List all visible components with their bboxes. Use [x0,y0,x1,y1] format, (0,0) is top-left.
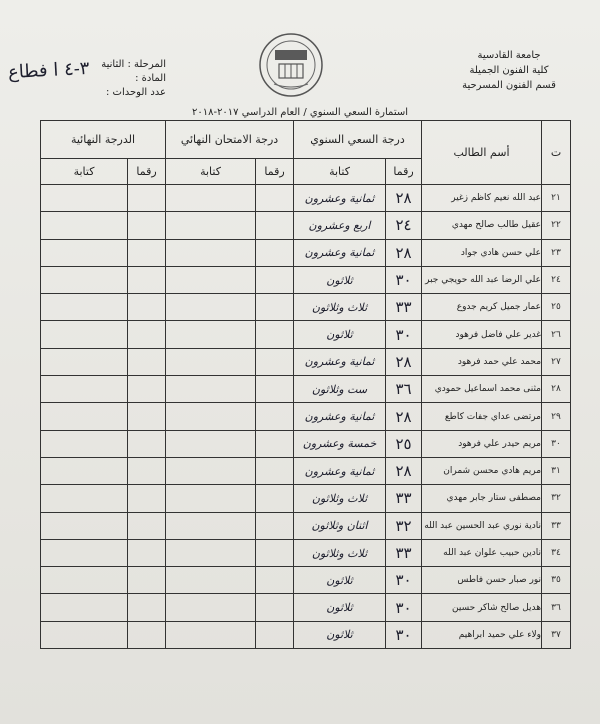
row-number: ٣١ [542,457,571,484]
effort-words: ثلاث وثلاثون [294,294,386,321]
final-digits [128,403,166,430]
student-name: عمار جميل كريم جدوع [422,294,542,321]
final-digits [128,539,166,566]
effort-digits: ٣٦ [386,376,422,403]
row-number: ٢٧ [542,348,571,375]
final-words [41,539,128,566]
effort-words: ثلاث وثلاثون [294,539,386,566]
exam-words [166,212,256,239]
exam-words [166,457,256,484]
table-row [41,567,571,594]
effort-words: اثنان وثلاثون [294,512,386,539]
final-words [41,594,128,621]
row-number: ٢٩ [542,403,571,430]
final-words [41,348,128,375]
subheader-digits: رقما [256,159,294,185]
subheader-words: كتابة [41,159,128,185]
exam-words [166,539,256,566]
student-name: نادين حبيب علوان عبد الله [422,539,542,566]
exam-digits [256,239,294,266]
exam-words [166,321,256,348]
exam-words [166,266,256,293]
effort-digits: ٣٠ [386,567,422,594]
row-number: ٢٦ [542,321,571,348]
effort-words: ثمانية وعشرون [294,348,386,375]
exam-digits [256,485,294,512]
table-row [41,212,571,239]
effort-digits: ٣٠ [386,266,422,293]
effort-words: ثلاثون [294,594,386,621]
student-name: مريم حيدر علي فرهود [422,430,542,457]
final-digits [128,485,166,512]
final-digits [128,621,166,648]
student-name: مصطفى ستار جابر مهدي [422,485,542,512]
table-row [41,621,571,648]
final-words [41,321,128,348]
department-name: قسم الفنون المسرحية [462,80,556,91]
final-digits [128,376,166,403]
final-digits [128,294,166,321]
row-number: ٢٢ [542,212,571,239]
effort-digits: ٢٨ [386,403,422,430]
exam-digits [256,430,294,457]
col-header-student-name: أسم الطالب [422,121,542,185]
col-header-num: ت [542,121,571,185]
col-header-final-grade: الدرجة النهائية [41,121,166,159]
final-digits [128,512,166,539]
exam-digits [256,185,294,212]
student-name: علي حسن هادي جواد [422,239,542,266]
row-number: ٢١ [542,185,571,212]
table-row [41,430,571,457]
final-words [41,294,128,321]
stage-label: المرحلة : الثانية [101,59,166,70]
subheader-words: كتابة [166,159,256,185]
effort-words: خمسة وعشرون [294,430,386,457]
student-name: علي الرضا عبد الله حويجي جبر [422,266,542,293]
final-digits [128,348,166,375]
effort-digits: ٢٨ [386,239,422,266]
final-digits [128,239,166,266]
college-name: كلية الفنون الجميلة [469,65,549,76]
final-words [41,512,128,539]
final-digits [128,212,166,239]
row-number: ٣٦ [542,594,571,621]
effort-words: ثمانية وعشرون [294,185,386,212]
table-row [41,485,571,512]
effort-words: ثمانية وعشرون [294,457,386,484]
effort-words: ثلاثون [294,321,386,348]
final-words [41,457,128,484]
course-info [76,58,166,100]
university-name: جامعة القادسية [477,50,541,61]
final-words [41,430,128,457]
table-row [41,539,571,566]
effort-words: اربع وعشرون [294,212,386,239]
row-number: ٢٨ [542,376,571,403]
effort-digits: ٢٨ [386,457,422,484]
row-number: ٣٥ [542,567,571,594]
exam-digits [256,294,294,321]
exam-digits [256,348,294,375]
final-words [41,266,128,293]
subject-label: المادة : [135,73,166,84]
exam-digits [256,266,294,293]
effort-words: ثمانية وعشرون [294,239,386,266]
effort-digits: ٢٨ [386,185,422,212]
final-words [41,403,128,430]
col-header-annual-effort: درجة السعي السنوي [294,121,422,159]
effort-words: ثلاثون [294,567,386,594]
subheader-digits: رقما [128,159,166,185]
effort-digits: ٣٣ [386,485,422,512]
table-row [41,185,571,212]
final-words [41,567,128,594]
row-number: ٣٧ [542,621,571,648]
table-row [41,457,571,484]
effort-digits: ٣٣ [386,539,422,566]
final-words [41,212,128,239]
handwritten-note: ٣-٤ ا فطاع [7,57,90,84]
exam-words [166,403,256,430]
student-name: نادية نوري عبد الحسين عبد الله [422,512,542,539]
row-number: ٢٥ [542,294,571,321]
exam-digits [256,376,294,403]
exam-digits [256,457,294,484]
effort-digits: ٣٠ [386,621,422,648]
table-row [41,403,571,430]
exam-words [166,239,256,266]
row-number: ٣٠ [542,430,571,457]
effort-digits: ٣٢ [386,512,422,539]
row-number: ٣٢ [542,485,571,512]
final-words [41,239,128,266]
row-number: ٣٤ [542,539,571,566]
exam-digits [256,539,294,566]
final-digits [128,457,166,484]
student-name: غدير علي فاضل فرهود [422,321,542,348]
table-row [41,321,571,348]
student-name: ولاء علي حميد ابراهيم [422,621,542,648]
final-digits [128,185,166,212]
final-digits [128,321,166,348]
student-name: مرتضى عداي جفات كاطع [422,403,542,430]
exam-words [166,567,256,594]
exam-words [166,621,256,648]
exam-digits [256,567,294,594]
exam-digits [256,512,294,539]
institution-header [444,48,574,93]
student-name: مثنى محمد اسماعيل حمودي [422,376,542,403]
row-number: ٢٤ [542,266,571,293]
final-words [41,185,128,212]
table-row [41,594,571,621]
effort-words: ثمانية وعشرون [294,403,386,430]
effort-digits: ٢٨ [386,348,422,375]
student-name: محمد علي حمد فرهود [422,348,542,375]
row-number: ٢٣ [542,239,571,266]
table-row [41,376,571,403]
effort-words: ثلاثون [294,266,386,293]
subheader-words: كتابة [294,159,386,185]
final-digits [128,567,166,594]
grades-table [40,120,571,649]
exam-digits [256,403,294,430]
subheader-digits: رقما [386,159,422,185]
exam-words [166,294,256,321]
units-label: عدد الوحدات : [105,87,166,98]
table-row [41,294,571,321]
effort-digits: ٢٤ [386,212,422,239]
col-header-final-exam: درجة الامتحان النهائي [166,121,294,159]
exam-digits [256,321,294,348]
student-name: مريم هادي محسن شمران [422,457,542,484]
effort-digits: ٢٥ [386,430,422,457]
exam-digits [256,621,294,648]
table-row [41,266,571,293]
effort-words: ثلاث وثلاثون [294,485,386,512]
student-name: نور صبار حسن فاطس [422,567,542,594]
exam-words [166,594,256,621]
table-row [41,239,571,266]
exam-words [166,512,256,539]
effort-words: ثلاثون [294,621,386,648]
effort-digits: ٣٠ [386,594,422,621]
effort-digits: ٣٣ [386,294,422,321]
final-digits [128,430,166,457]
table-row [41,348,571,375]
effort-words: ست وثلاثون [294,376,386,403]
exam-digits [256,594,294,621]
table-row [41,512,571,539]
exam-words [166,348,256,375]
exam-words [166,185,256,212]
form-title: استمارة السعي السنوي / العام الدراسي ٢٠١٧-٢٠١٨ [191,107,409,118]
final-words [41,621,128,648]
student-name: عبد الله نعيم كاظم زغير [422,185,542,212]
final-words [41,485,128,512]
effort-digits: ٣٠ [386,321,422,348]
exam-words [166,376,256,403]
exam-digits [256,212,294,239]
student-name: عقيل طالب صالح مهدي [422,212,542,239]
university-seal-logo [258,32,324,98]
row-number: ٣٣ [542,512,571,539]
final-words [41,376,128,403]
student-name: هديل صالح شاكر حسين [422,594,542,621]
final-digits [128,266,166,293]
exam-words [166,430,256,457]
final-digits [128,594,166,621]
exam-words [166,485,256,512]
